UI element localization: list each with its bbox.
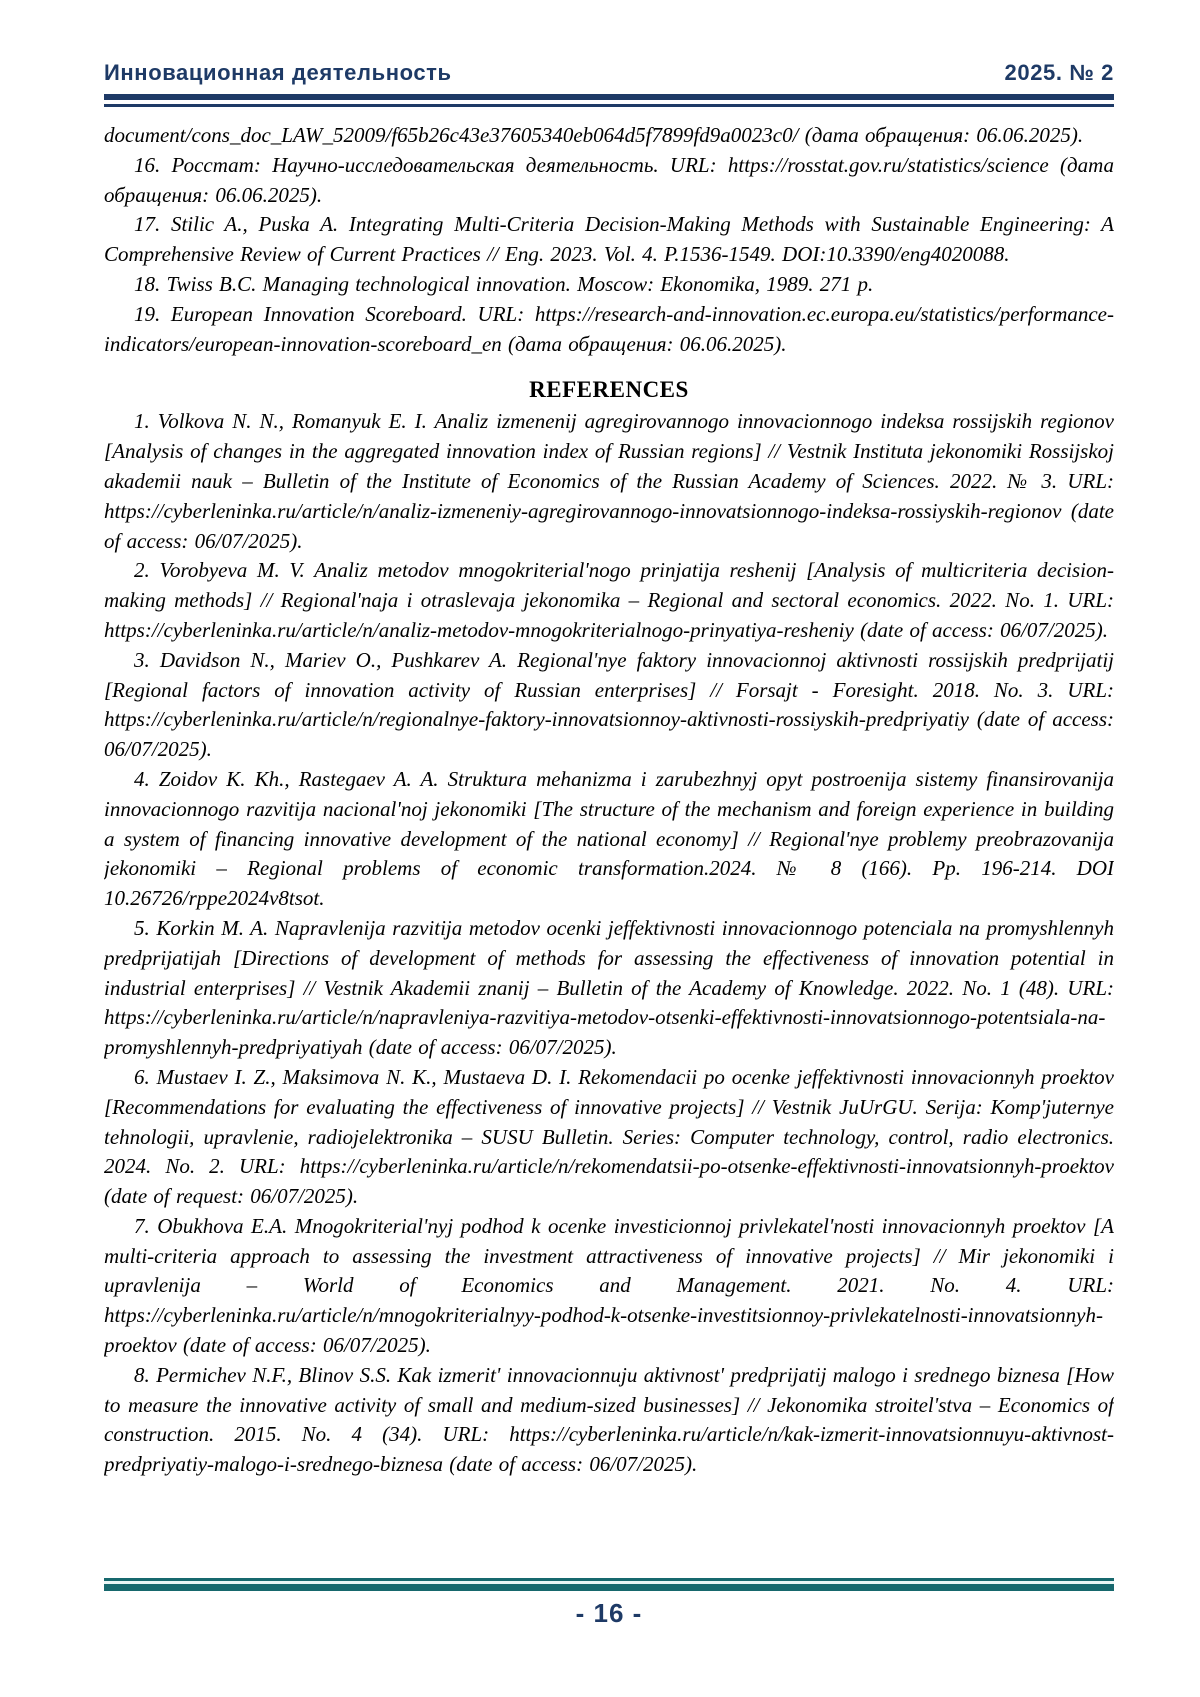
reference-paragraph: 3. Davidson N., Mariev O., Pushkarev A. Regional'nye faktory innovacionnoj aktivnosti rossijskih predprijatij [Regional factors of innovation activity of Russian enterprises] // Forsajt - Foresight. 2018. No. 3. URL: https://cyberleninka.ru/article/n/regionalnye-faktory-innovatsionnoy-aktivnosti-rossiyskih-predpriyatiy (date of access: 06/07/2025). <box>104 647 1114 762</box>
footer-rule <box>104 1578 1114 1591</box>
journal-page <box>104 0 1114 1697</box>
reference-paragraph: 18. Twiss B.C. Managing technological innovation. Moscow: Ekonomika, 1989. 271 p. <box>134 271 874 296</box>
header-rule-thin <box>104 104 1114 107</box>
page-number: - 16 - <box>575 1598 643 1628</box>
header-rule-thick <box>104 94 1114 100</box>
reference-paragraph: 17. Stilic A., Puska A. Integrating Multi-Criteria Decision-Making Methods with Sustainable Engineering: A Comprehensive Review of Current Practices // Eng. 2023. Vol. 4. P.1536-1549. DOI:10.3390/eng4020088. <box>104 212 1114 267</box>
page-content <box>104 121 1114 1480</box>
continuation-paragraph: document/cons_doc_LAW_52009/f65b26c43e37605340eb064d5f7899fd9a0023c0/ (дата обращения: 06.06.2025). <box>104 123 1084 147</box>
reference-paragraph: 19. European Innovation Scoreboard. URL: https://research-and-innovation.ec.europa.eu/statistics/performance-indicators/european-innovation-scoreboard_en (дата обращения: 06.06.2025). <box>104 301 1114 356</box>
references-heading: REFERENCES <box>529 377 689 403</box>
reference-paragraph: 16. Росстат: Научно-исследовательская деятельность. URL: https://rosstat.gov.ru/statistics/science (дата обращения: 06.06.2025). <box>104 152 1114 207</box>
russian-references-list <box>104 151 1114 360</box>
footer-rule-thick <box>104 1584 1114 1591</box>
reference-paragraph: 2. Vorobyeva M. V. Analiz metodov mnogokriterial'nogo prinjatija reshenij [Analysis of multicriteria decision-making methods] // Regional'naja i otraslevaja jekonomika – Regional and sectoral economics. 2022. No. 1. URL: https://cyberleninka.ru/article/n/analiz-metodov-mnogokriterialnogo-prinyatiya-resheniy (date of access: 06/07/2025). <box>104 558 1114 642</box>
reference-paragraph: 4. Zoidov K. Kh., Rastegaev A. A. Struktura mehanizma i zarubezhnyj opyt postroenija sistemy finansirovanija innovacionnogo razvitija nacional'noj jekonomiki [The structure of the mechanism and foreign experience in building a system of financing innovative development of the national economy] // Regional'nye problemy preobrazovanija jekonomiki – Regional problems of economic transformation.2024. № 8 (166). Pp. 196-214. DOI 10.26726/rppe2024v8tsot. <box>104 766 1114 911</box>
issue-label: 2025. № 2 <box>1004 60 1114 85</box>
reference-paragraph: 7. Obukhova E.A. Mnogokriterial'nyj podhod k ocenke investicionnoj privlekatel'nosti innovacionnyh proektov [A multi-criteria approach to assessing the investment attractiveness of innovative projects] // Mir jekonomiki i upravlenija – World of Economics and Management. 2021. No. 4. URL: https://cyberleninka.ru/article/n/mnogokriterialnyy-podhod-k-otsenke-investitsionnoy-privlekatelnosti-innovatsionnyh-proektov (date of access: 06/07/2025). <box>104 1213 1114 1358</box>
reference-paragraph: 8. Permichev N.F., Blinov S.S. Kak izmerit' innovacionnuju aktivnost' predprijatij malogo i srednego biznesa [How to measure the innovative activity of small and medium-sized businesses] // Jekonomika stroitel'stva – Economics of construction. 2015. No. 4 (34). URL: https://cyberleninka.ru/article/n/kak-izmerit-innovatsionnuyu-aktivnost-predpriyatiy-malogo-i-srednego-biznesa (date of access: 06/07/2025). <box>104 1362 1114 1477</box>
reference-paragraph: 6. Mustaev I. Z., Maksimova N. K., Mustaeva D. I. Rekomendacii po ocenke jeffektivnosti innovacionnyh proektov [Recommendations for evaluating the effectiveness of innovative projects] // Vestnik JuUrGU. Serija: Komp'juternye tehnologii, upravlenie, radiojelektronika – SUSU Bulletin. Series: Computer technology, control, radio electronics. 2024. No. 2. URL: https://cyberleninka.ru/article/n/rekomendatsii-po-otsenke-effektivnosti-innovatsionnyh-proektov (date of request: 06/07/2025). <box>104 1064 1114 1209</box>
journal-title: Инновационная деятельность <box>104 60 452 85</box>
reference-paragraph: 5. Korkin M. A. Napravlenija razvitija metodov ocenki jeffektivnosti innovacionnogo potenciala na promyshlennyh predprijatijah [Directions of development of methods for assessing the effectiveness of innovation potential in industrial enterprises] // Vestnik Akademii znanij – Bulletin of the Academy of Knowledge. 2022. No. 1 (48). URL: https://cyberleninka.ru/article/n/napravleniya-razvitiya-metodov-otsenki-effektivnosti-innovatsionnogo-potentsiala-na-promyshlennyh-predpriyatiyah (date of access: 06/07/2025). <box>104 915 1114 1060</box>
reference-paragraph: 1. Volkova N. N., Romanyuk E. I. Analiz izmenenij agregirovannogo innovacionnogo indeksa rossijskih regionov [Analysis of changes in the aggregated innovation index of Russian regions] // Vestnik Instituta jekonomiki Rossijskoj akademii nauk – Bulletin of the Institute of Economics of the Russian Academy of Sciences. 2022. № 3. URL: https://cyberleninka.ru/article/n/analiz-izmeneniy-agregirovannogo-innovatsionnogo-indeksa-rossiyskih-regionov (date of access: 06/07/2025). <box>104 409 1114 553</box>
references-list <box>104 407 1114 1480</box>
page-header <box>104 0 1114 86</box>
